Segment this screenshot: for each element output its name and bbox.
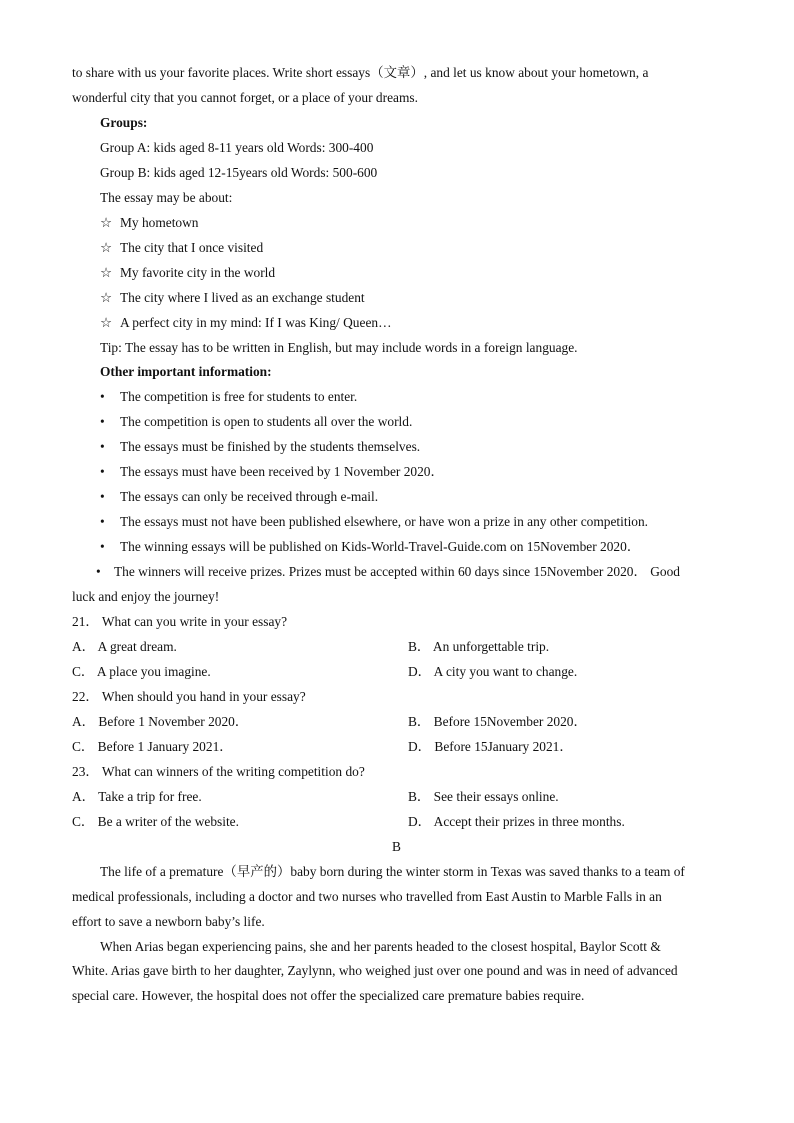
topic-item (100, 239, 263, 257)
topic-item (100, 314, 391, 332)
passage-b-p2-line-2: White. Arias gave birth to her daughter, Zaylynn, who weighed just over one pound and was in need of advanced (72, 963, 678, 978)
passage-b-p1-line-1: The life of a premature（早产的）baby born during the winter storm in Texas was saved thanks to a team of (100, 864, 685, 879)
bullet-icon: • (100, 539, 105, 554)
option-d: D． Accept their prizes in three months. (408, 814, 625, 829)
option-b: B． An unforgettable trip. (408, 639, 550, 654)
group-b: Group B: kids aged 12-15years old Words: 500-600 (100, 165, 378, 180)
info-text: The essays can only be received through e-mail. (120, 489, 379, 504)
passage-b-p1-line-3: effort to save a newborn baby’s life. (72, 914, 265, 929)
info-last-text: The winners will receive prizes. Prizes must be accepted within 60 days since 15November 2020． Good (114, 564, 680, 579)
option-a: A． Before 1 November 2020． (72, 714, 249, 729)
intro-line-2: wonderful city that you cannot forget, or a place of your dreams. (72, 90, 418, 105)
tip-text: Tip: The essay has to be written in English, but may include words in a foreign language. (100, 340, 578, 355)
star-icon: ☆ (100, 265, 113, 280)
topic-item (100, 214, 198, 232)
star-icon: ☆ (100, 240, 113, 255)
info-item (100, 413, 412, 431)
info-text: The essays must be finished by the students themselves. (120, 439, 421, 454)
info-text: The winning essays will be published on Kids-World-Travel-Guide.com on 15November 2020． (120, 539, 641, 554)
info-text: The essays must have been received by 1 November 2020． (120, 464, 444, 479)
option-b: B． Before 15November 2020． (408, 714, 587, 729)
bullet-icon: • (96, 564, 101, 579)
info-item (100, 388, 357, 406)
groups-heading: Groups: (100, 115, 148, 130)
info-item (100, 488, 378, 506)
passage-b-p2-line-1: When Arias began experiencing pains, she and her parents headed to the closest hospital, Baylor Scott & (100, 939, 661, 954)
info-item (100, 538, 640, 556)
topic-text: My favorite city in the world (120, 265, 276, 280)
option-d: D． A city you want to change. (408, 664, 578, 679)
question-stem: 22． When should you hand in your essay? (72, 689, 306, 704)
option-c: C． Be a writer of the website. (72, 814, 239, 829)
topic-item (100, 264, 275, 282)
info-last-line-2: luck and enjoy the journey! (72, 589, 220, 604)
bullet-icon: • (100, 414, 105, 429)
intro-line-1: to share with us your favorite places. Write short essays（文章）, and let us know about your hometown, a (72, 65, 649, 80)
option-a: A． Take a trip for free. (72, 789, 202, 804)
question-stem: 21． What can you write in your essay? (72, 614, 288, 629)
option-d: D． Before 15January 2021． (408, 739, 573, 754)
bullet-icon: • (100, 439, 105, 454)
option-b: B． See their essays online. (408, 789, 559, 804)
section-label: B (392, 839, 401, 854)
question-stem: 23． What can winners of the writing competition do? (72, 764, 365, 779)
topic-text: A perfect city in my mind: If I was King/ Queen… (120, 315, 392, 330)
bullet-icon: • (100, 464, 105, 479)
option-c: C． Before 1 January 2021． (72, 739, 233, 754)
group-a: Group A: kids aged 8-11 years old Words: 300-400 (100, 140, 374, 155)
option-a: A． A great dream. (72, 639, 177, 654)
info-text: The competition is open to students all over the world. (120, 414, 413, 429)
star-icon: ☆ (100, 315, 113, 330)
bullet-icon: • (100, 514, 105, 529)
star-icon: ☆ (100, 290, 113, 305)
topics-lead: The essay may be about: (100, 190, 233, 205)
passage-b-p2-line-3: special care. However, the hospital does not offer the specialized care premature babies require. (72, 988, 585, 1003)
bullet-icon: • (100, 389, 105, 404)
info-item (100, 438, 420, 456)
info-item (100, 463, 444, 481)
option-c: C． A place you imagine. (72, 664, 211, 679)
info-heading: Other important information: (100, 364, 272, 379)
info-text: The essays must not have been published elsewhere, or have won a prize in any other competition. (120, 514, 649, 529)
topic-item (100, 289, 365, 307)
topic-text: My hometown (120, 215, 199, 230)
bullet-icon: • (100, 489, 105, 504)
info-item (100, 513, 648, 531)
info-last-line-1 (96, 563, 680, 581)
topic-text: The city where I lived as an exchange student (120, 290, 365, 305)
info-text: The competition is free for students to enter. (120, 389, 358, 404)
topic-text: The city that I once visited (120, 240, 264, 255)
star-icon: ☆ (100, 215, 113, 230)
passage-b-p1-line-2: medical professionals, including a doctor and two nurses who travelled from East Austin to Marble Falls in an (72, 889, 662, 904)
